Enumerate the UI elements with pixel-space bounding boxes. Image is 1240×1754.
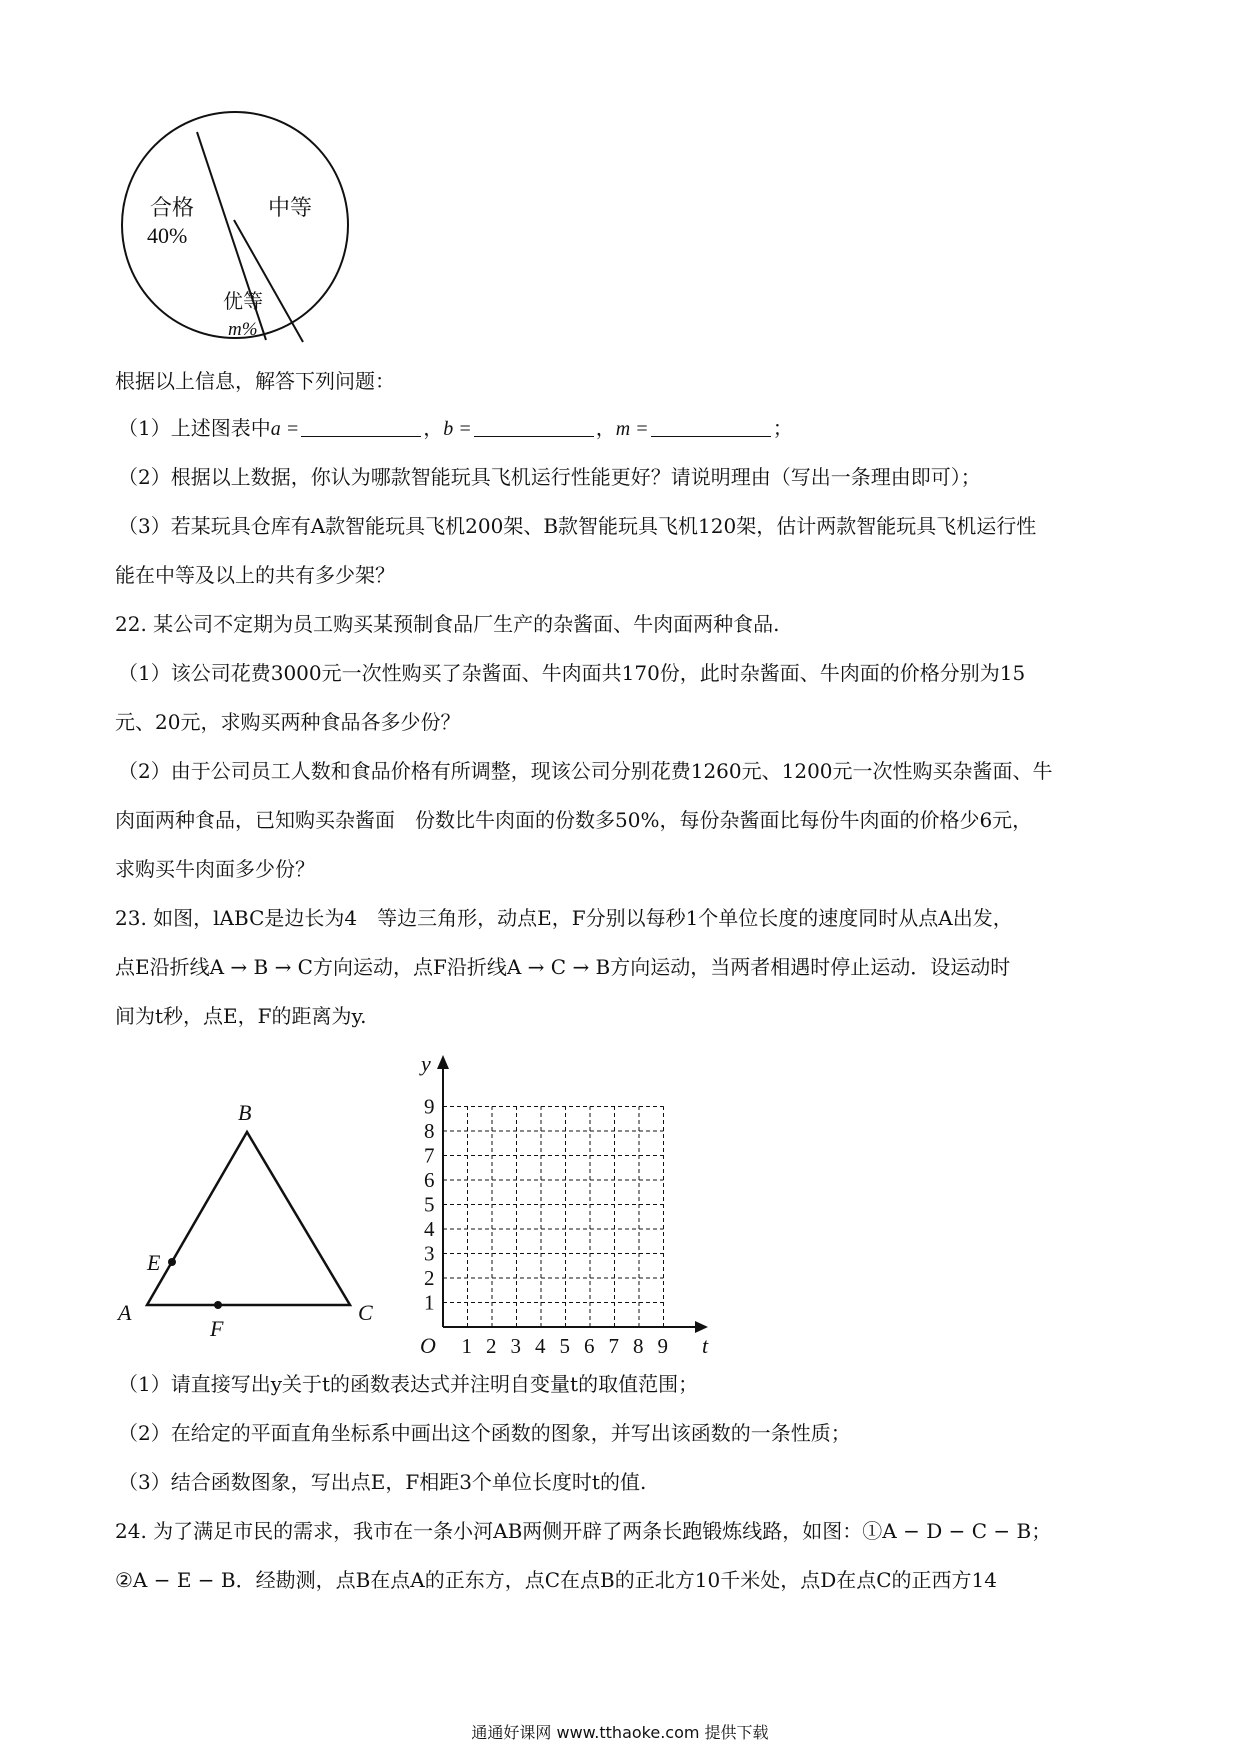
t-axis-label: t [702, 1333, 709, 1355]
x-tick-label: 2 [486, 1334, 497, 1355]
x-tick-label: 4 [535, 1334, 546, 1355]
q23-part1: （1）请直接写出y关于t的函数表达式并注明自变量t的取值范围； [118, 1372, 699, 1396]
y-tick-label: 1 [424, 1290, 435, 1315]
y-tick-label: 2 [424, 1266, 435, 1290]
x-tick-label: 1 [461, 1334, 472, 1355]
footer-watermark: 通通好课网 www.tthaoke.com 提供下载 [471, 1723, 769, 1742]
var-m: m = [615, 418, 649, 440]
blank-m [651, 416, 771, 437]
label-e: E [147, 1250, 161, 1275]
label-a: A [118, 1300, 132, 1325]
q23-stem-line1: 23. 如图，lABC是边长为4 等边三角形，动点E，F分别以每秒1个单位长度的速度同时从点A出发， [115, 906, 1013, 930]
y-tick-label: 9 [424, 1094, 435, 1119]
y-axis-arrow [437, 1055, 449, 1069]
label-f: F [210, 1316, 224, 1340]
y-axis-label: y [421, 1051, 431, 1076]
y-tick-label: 4 [424, 1217, 435, 1241]
pie-label-youdeng: 优等 [223, 291, 263, 313]
q22-part2-line1: （2）由于公司员工人数和食品价格有所调整，现该公司分别花费1260元、1200元一次性购买杂酱面、牛 [118, 759, 1053, 783]
q22-part1-line2: 元、20元，求购买两种食品各多少份？ [115, 710, 461, 734]
q21-intro: 根据以上信息，解答下列问题： [115, 369, 395, 393]
x-tick-label: 9 [657, 1334, 668, 1355]
q22-stem: 22. 某公司不定期为员工购买某预制食品厂生产的杂酱面、牛肉面两种食品. [115, 612, 780, 636]
t-axis-arrow [695, 1321, 708, 1333]
q22-part2-line2: 肉面两种食品，已知购买杂酱面 份数比牛肉面的份数多50%，每份杂酱面比每份牛肉面的价格少6元， [115, 808, 1033, 832]
pie-pct-youdeng: m% [228, 319, 258, 340]
pie-chart [110, 100, 380, 360]
q22-part1-line1: （1）该公司花费3000元一次性购买了杂酱面、牛肉面共170份，此时杂酱面、牛肉面的价格分别为15 [118, 661, 1026, 685]
var-a: a = [270, 418, 300, 440]
pie-pct-hege: 40% [147, 223, 188, 248]
label-b: B [238, 1100, 252, 1125]
pie-label-hege: 合格 [150, 195, 195, 220]
y-tick-label: 8 [424, 1119, 435, 1143]
point-f [214, 1301, 222, 1309]
q21-part1-prefix: （1）上述图表中 [118, 416, 271, 440]
point-e [168, 1258, 176, 1266]
q23-stem-line3: 间为t秒，点E，F的距离为y. [115, 1004, 367, 1028]
var-b: b = [443, 418, 472, 440]
y-tick-label: 7 [424, 1143, 435, 1168]
q21-part3-line2: 能在中等及以上的共有多少架？ [115, 563, 395, 587]
y-tick-label: 5 [424, 1192, 435, 1217]
x-tick-label: 3 [510, 1334, 521, 1355]
y-tick-label: 6 [424, 1168, 435, 1192]
q21-part2: （2）根据以上数据，你认为哪款智能玩具飞机运行性能更好？请说明理由（写出一条理由即可）； [118, 465, 981, 489]
x-tick-label: 5 [559, 1334, 570, 1355]
blank-b [474, 416, 594, 437]
x-tick-label: 6 [584, 1334, 595, 1355]
coordinate-grid [400, 1045, 720, 1355]
q21-part3-line1: （3）若某玩具仓库有A款智能玩具飞机200架、B款智能玩具飞机120架，估计两款智能玩具飞机运行性 [118, 514, 1037, 538]
q24-line2: ②A − E − B．经勘测，点B在点A的正东方，点C在点B的正北方10千米处，点D在点C的正西方14 [115, 1568, 997, 1592]
grid-lines [443, 1107, 664, 1328]
pie-label-zhongdeng: 中等 [268, 195, 313, 220]
q21-part1: （1）上述图表中a = ，b = ，m = ； [118, 416, 793, 440]
q23-part3: （3）结合函数图象，写出点E，F相距3个单位长度时t的值. [118, 1470, 647, 1494]
q23-part2: （2）在给定的平面直角坐标系中画出这个函数的图象，并写出该函数的一条性质； [118, 1421, 851, 1445]
blank-a [301, 416, 421, 437]
q22-part2-line3: 求购买牛肉面多少份？ [115, 857, 315, 881]
q24-line1: 24. 为了满足市民的需求，我市在一条小河AB两侧开辟了两条长跑锻炼线路，如图：①A − D − C − B； [115, 1519, 1052, 1543]
triangle-figure [110, 1090, 390, 1340]
x-tick-label: 8 [633, 1334, 644, 1355]
tick-labels [424, 1095, 668, 1356]
label-c: C [358, 1300, 373, 1325]
x-tick-label: 7 [608, 1334, 619, 1355]
triangle-abc [147, 1132, 350, 1305]
q23-stem-line2: 点E沿折线A → B → C方向运动，点F沿折线A → C → B方向运动，当两者相遇时停止运动．设运动时 [115, 955, 1011, 979]
y-tick-label: 3 [424, 1241, 435, 1266]
origin-label: O [420, 1333, 436, 1355]
